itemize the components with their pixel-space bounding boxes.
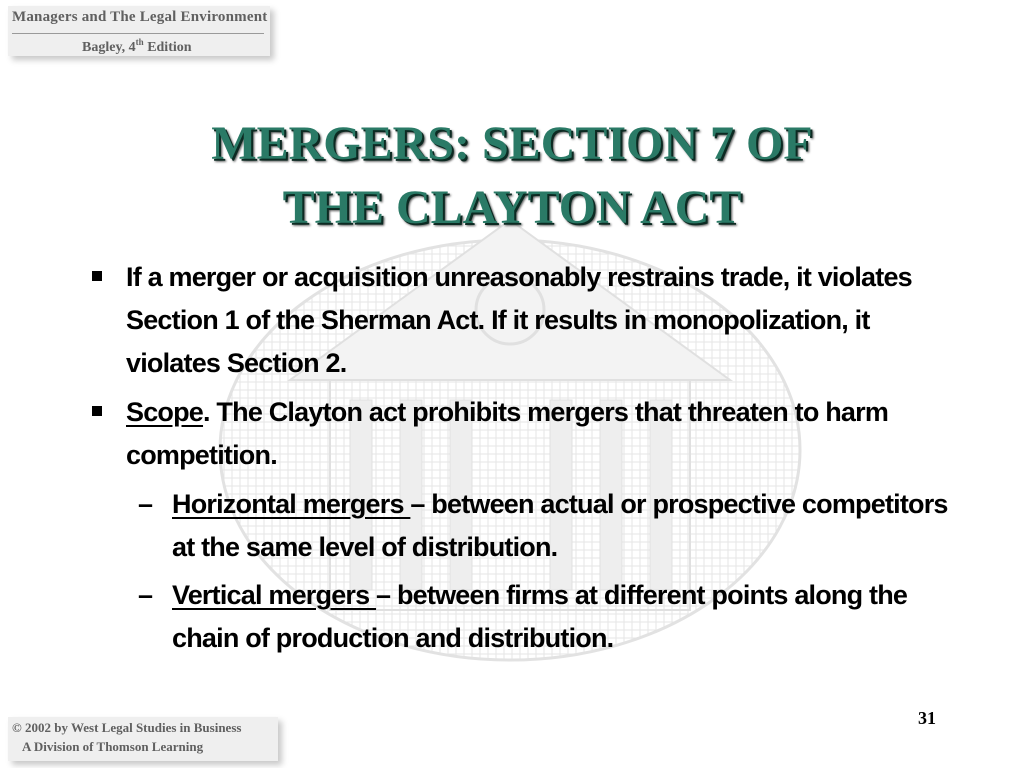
bullet-text: If a merger or acquisition unreasonably restrains trade, it violates Section 1 of the Sherman Act. If it results in monopolization, it violates Section 2. xyxy=(126,262,912,378)
square-bullet-icon xyxy=(92,271,102,281)
edition-word: Edition xyxy=(143,40,192,55)
dash-bullet: – xyxy=(138,580,153,610)
slide-body xyxy=(88,256,948,665)
slide-title-line-1: MERGERS: SECTION 7 OF xyxy=(211,117,813,170)
sub-bullet-text: – between actual or prospective competitors at the same level of distribution. xyxy=(172,489,948,562)
slide-title-line-2: THE CLAYTON ACT xyxy=(282,181,742,234)
book-title: Managers and The Legal Environment xyxy=(12,9,268,25)
edition-ordinal-suffix: th xyxy=(135,37,144,47)
division-text: A Division of Thomson Learning xyxy=(22,739,204,754)
bullet-text: . The Clayton act prohibits mergers that threaten to harm competition. xyxy=(126,397,889,470)
slide-title xyxy=(60,112,964,240)
book-header-box xyxy=(8,6,270,56)
dash-bullet: – xyxy=(138,489,153,519)
sub-bullet-text: – between firms at different points along the chain of production and distribution. xyxy=(172,580,908,653)
header-divider xyxy=(12,33,264,34)
book-edition xyxy=(82,37,192,56)
sub-bullet-horizontal-mergers xyxy=(88,483,948,569)
page-number: 31 xyxy=(918,708,936,728)
copyright-text: © 2002 by West Legal Studies in Business xyxy=(12,720,242,735)
sub-bullet-vertical-mergers xyxy=(88,574,948,660)
bullet-item-sherman-act xyxy=(88,256,948,385)
edition-author: Bagley, 4 xyxy=(82,40,136,55)
publisher-footer-box xyxy=(8,717,278,761)
bullet-term-scope: Scope xyxy=(126,397,204,427)
bullet-item-scope xyxy=(88,391,948,477)
square-bullet-icon xyxy=(92,406,102,416)
sub-bullet-term-horizontal: Horizontal mergers xyxy=(172,489,411,519)
sub-bullet-term-vertical: Vertical mergers xyxy=(172,580,377,610)
